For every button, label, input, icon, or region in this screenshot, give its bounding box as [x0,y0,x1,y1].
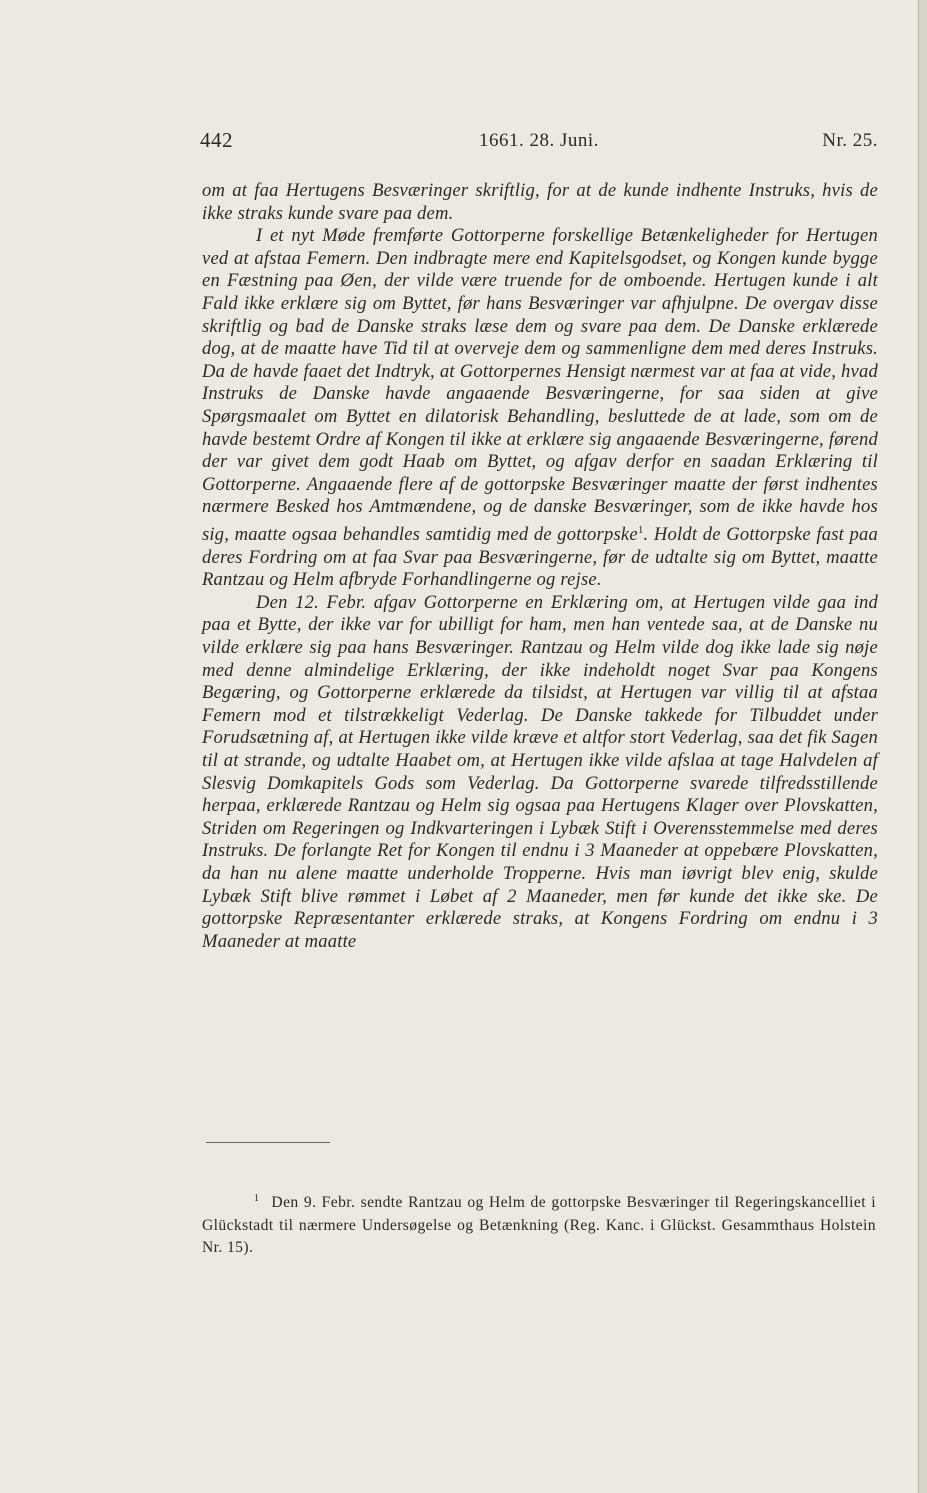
page-edge [918,0,927,1493]
paragraph-1 [202,180,878,225]
footnote-text: Den 9. Febr. sendte Rantzau og Helm de gottorpske Besværinger til Regeringskancelliet i Glückstadt til nærmere Undersøgelse og Betænkning (Reg. Kanc. i Glückst. Gesammthaus Holstein Nr. 15). [202,1194,876,1257]
paragraph-3 [202,592,878,954]
paragraph-2-text-b: . Holdt de Gottorpske fast paa deres Fordring om at faa Svar paa Besværingerne, før de udtalte sig om Byttet, maatte Rantzau og Helm afbryde Forhandlingerne og rejse. [202,524,878,591]
footnote-divider [206,1142,330,1143]
body-text [202,180,878,953]
document-number: Nr. 25. [822,130,878,151]
page-number: 442 [200,128,233,152]
footnote-reference[interactable]: 1 [637,523,644,536]
running-header [200,128,878,158]
paragraph-2-text-a: I et nyt Møde fremførte Gottorperne forskellige Betænkeligheder for Hertugen ved at afstaa Femern. Den indbragte mere end Kapitelsgodset, og Kongen kunde bygge en Fæstning paa Øen, der vilde være truende for de omboende. Hertugen kunde i alt Fald ikke erklære sig om Byttet, før hans Besværinger var afhjulpne. De overgav disse skriftlig og bad de Danske straks læse dem og svare paa dem. De Danske erklærede dog, at de maatte have Tid til at overveje dem og sammenligne dem med deres Instruks. Da de havde faaet det Indtryk, at Gottorpernes Hensigt nærmest var at faa at vide, hvad Instruks de Danske havde angaaende Besværingerne, for saa siden at give Spørgsmaalet om Byttet en dilatorisk Behandling, besluttede de at lade, som om de havde bestemt Ordre af Kongen til ikke at erklære sig angaaende Besværingerne, førend der var givet dem godt Haab om Byttet, og afgav derfor en saadan Erklæring til Gottorperne. Angaaende flere af de gottorpske Besværinger maatte der først indhentes nærmere Besked hos Amtmændene, og de danske Besværinger, som de ikke havde hos sig, maatte ogsaa behandles samtidig med de gottorpske [202,225,878,546]
footnote [202,1188,876,1260]
paragraph-2 [202,225,878,592]
paragraph-3-text: Den 12. Febr. afgav Gottorperne en Erklæring om, at Hertugen vilde gaa ind paa et Bytte, der ikke var for ubilligt for ham, men han ventede saa, at de Danske nu vilde erklære sig paa hans Besværinger. Rantzau og Helm vilde dog ikke lade sig nøje med denne almindelige Erklæring, der ikke indeholdt noget Svar paa Kongens Begæring, og Gottorperne erklærede da tilsidst, at Hertugen var villig til at afstaa Femern mod et tilstrækkeligt Vederlag. De Danske takkede for Tilbuddet under Forudsætning af, at Hertugen ikke vilde kræve et altfor stort Vederlag, saa det fik Sagen til at strande, og udtalte Haabet om, at Hertugen ikke vilde afslaa at tage Halvdelen af Slesvig Domkapitels Gods som Vederlag. Da Gottorperne svarede tilfredsstillende herpaa, erklærede Rantzau og Helm sig ogsaa paa Hertugens Klager over Plovskatten, Striden om Regeringen og Indkvarteringen i Lybæk Stift i Overensstemmelse med deres Instruks. De forlangte Ret for Kongen til endnu i 3 Maaneder at oppebære Plovskatten, da han nu alene maatte underholde Tropperne. Hvis man iøvrigt blev enig, skulde Lybæk Stift blive rømmet i Løbet af 2 Maaneder, men før kunde det ikke ske. De gottorpske Repræsentanter erklærede straks, at Kongens Fordring om endnu i 3 Maaneder at maatte [202,591,878,952]
header-date: 1661. 28. Juni. [479,130,599,151]
paragraph-1-text: om at faa Hertugens Besværinger skriftlig, for at de kunde indhente Instruks, hvis de ikke straks kunde svare paa dem. [202,180,878,224]
footnote-marker: 1 [254,1193,260,1204]
